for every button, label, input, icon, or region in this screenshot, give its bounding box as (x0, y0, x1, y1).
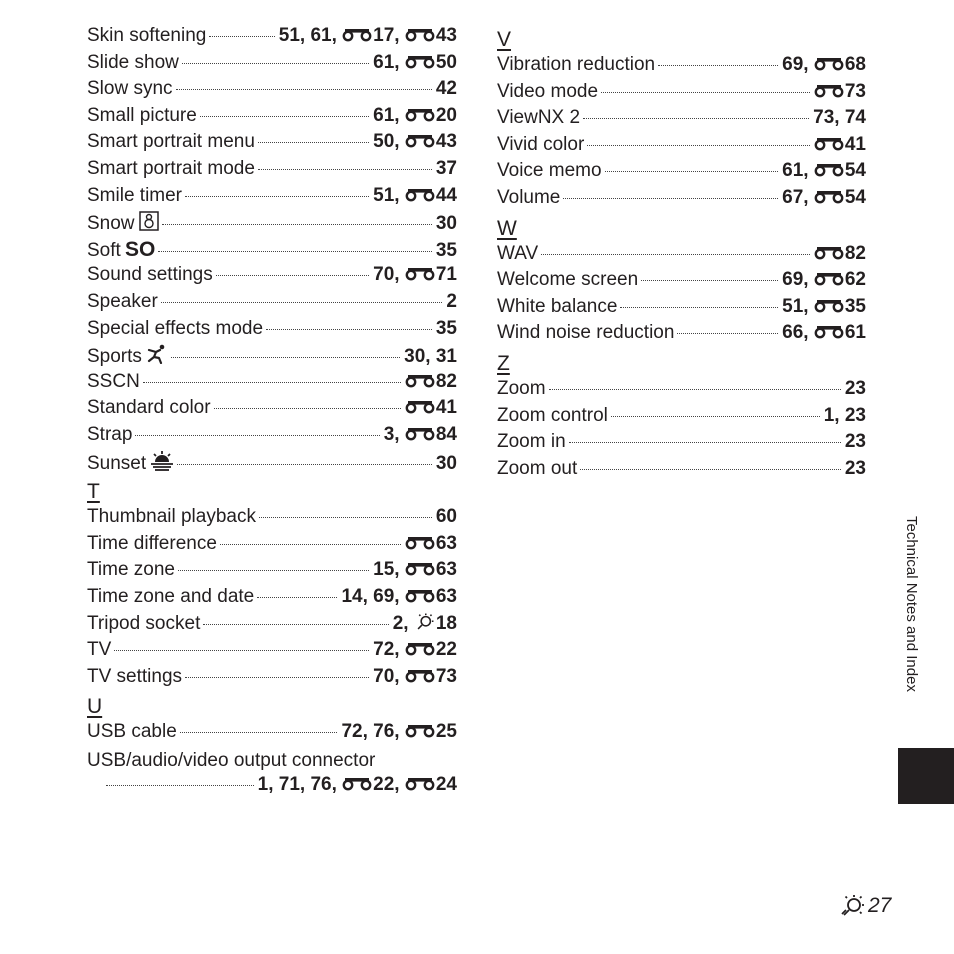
index-entry (87, 639, 457, 666)
page-refs: 60 (435, 506, 457, 528)
index-term: Sunset (87, 451, 174, 475)
leader-dots (569, 442, 841, 443)
index-entry (497, 243, 866, 270)
page-refs: 70, 73 (373, 665, 457, 687)
index-entry (87, 586, 457, 613)
leader-dots (620, 307, 778, 308)
index-term: Sound settings (87, 264, 213, 286)
page-refs: 67, 54 (782, 186, 866, 208)
page-refs: 82 (814, 243, 866, 265)
sports-scene-icon (146, 344, 168, 364)
page-refs: 2, 18 (392, 613, 457, 635)
page-refs: 41 (814, 134, 866, 156)
reference-section-icon (405, 536, 435, 550)
index-entry (87, 451, 457, 478)
index-entry (497, 322, 866, 349)
index-term: Zoom control (497, 404, 608, 426)
index-entry (87, 721, 457, 748)
leader-dots (200, 116, 369, 117)
index-entry (497, 81, 866, 108)
reference-section-icon (342, 28, 372, 42)
page-refs: 66, 61 (782, 322, 866, 344)
technical-notes-icon (414, 612, 436, 632)
section-heading-w: W (497, 216, 517, 240)
index-term: Special effects mode (87, 317, 264, 339)
section-u (87, 721, 457, 748)
page-refs: 1, 23 (823, 404, 866, 426)
reference-section-icon (405, 55, 435, 69)
index-entry (87, 238, 457, 265)
reference-section-icon (342, 777, 372, 791)
leader-dots (611, 416, 820, 417)
reference-section-icon (814, 325, 844, 339)
page-refs: 42 (435, 78, 457, 100)
index-term: Zoom (497, 377, 546, 399)
index-term: Welcome screen (497, 269, 639, 291)
leader-dots (220, 544, 401, 545)
index-entry (87, 131, 457, 158)
leader-dots (203, 624, 388, 625)
side-tab-marker (898, 748, 954, 804)
index-term: Wind noise reduction (497, 322, 675, 344)
index-entry (87, 211, 457, 238)
index-term: Smart portrait mode (87, 157, 255, 179)
index-entry (87, 158, 457, 185)
index-term: WAV (497, 242, 539, 264)
page-refs: 30 (435, 452, 457, 474)
leader-dots (563, 198, 778, 199)
leader-dots (605, 171, 779, 172)
reference-section-icon (405, 108, 435, 122)
index-term: Smart portrait menu (87, 131, 255, 153)
page-refs: 30 (435, 213, 457, 235)
leader-dots (114, 650, 369, 651)
index-term: Video mode (497, 80, 599, 102)
leader-dots (658, 65, 778, 66)
reference-section-icon (405, 777, 435, 791)
leader-dots (161, 302, 443, 303)
leader-dots (209, 36, 274, 37)
index-entry (87, 264, 457, 291)
index-entry (87, 185, 457, 212)
index-term: Tripod socket (87, 613, 201, 635)
leader-dots (216, 275, 369, 276)
index-term: Zoom out (497, 457, 578, 479)
index-term: Volume (497, 186, 561, 208)
page-refs: 35 (435, 239, 457, 261)
leader-dots (178, 570, 369, 571)
reference-section-icon (405, 669, 435, 683)
leader-dots (257, 597, 337, 598)
page-refs: 15, 63 (373, 559, 457, 581)
index-term: ViewNX 2 (497, 107, 581, 129)
leader-dots (258, 142, 369, 143)
reference-section-icon (405, 28, 435, 42)
index-entry (87, 559, 457, 586)
reference-section-icon (814, 57, 844, 71)
index-term: Thumbnail playback (87, 506, 256, 528)
index-entry (87, 612, 457, 639)
leader-dots (541, 254, 810, 255)
leader-dots (158, 251, 432, 252)
leader-dots (258, 169, 432, 170)
index-entry (497, 54, 866, 81)
page-refs: 41 (405, 397, 457, 419)
leader-dots (549, 389, 841, 390)
leader-dots (182, 63, 369, 64)
page-refs: 37 (435, 157, 457, 179)
leader-dots (106, 785, 254, 786)
page-refs: 61, 50 (373, 51, 457, 73)
leader-dots (177, 464, 432, 465)
page-refs: 73 (814, 81, 866, 103)
index-entry (497, 187, 866, 214)
leader-dots (580, 469, 841, 470)
page-refs: 30, 31 (404, 346, 457, 368)
reference-section-icon (405, 724, 435, 738)
leader-dots (135, 435, 379, 436)
reference-section-icon (814, 246, 844, 260)
index-term: Snow (87, 211, 159, 235)
page-refs: 72, 76, 25 (341, 721, 457, 743)
reference-section-icon (814, 163, 844, 177)
index-entry (87, 291, 457, 318)
leader-dots (266, 329, 432, 330)
page-refs: 69, 62 (782, 269, 866, 291)
page-refs: 69, 68 (782, 54, 866, 75)
page-refs: 51, 44 (373, 184, 457, 206)
reference-section-icon (405, 188, 435, 202)
sunset-scene-icon (150, 451, 174, 471)
reference-section-icon (814, 190, 844, 204)
page-refs: 35 (435, 317, 457, 339)
index-term: USB cable (87, 721, 177, 743)
leader-dots (641, 280, 778, 281)
leader-dots (143, 382, 401, 383)
index-entry (497, 107, 866, 134)
index-term: Time zone and date (87, 585, 255, 607)
leader-dots (601, 92, 810, 93)
page-refs: 50, 43 (373, 131, 457, 153)
index-term: Standard color (87, 397, 211, 419)
leader-dots (162, 224, 432, 225)
reference-section-icon (814, 84, 844, 98)
page-refs: 2 (446, 290, 457, 312)
leader-dots (176, 89, 432, 90)
index-column-left (87, 25, 457, 801)
index-term: Voice memo (497, 160, 602, 182)
section-heading-v: V (497, 28, 512, 51)
index-entry (497, 269, 866, 296)
section-heading-u: U (87, 695, 103, 719)
index-term: SSCN (87, 370, 140, 392)
index-entry (87, 105, 457, 132)
index-term: Small picture (87, 104, 197, 126)
page-refs: 51, 35 (782, 295, 866, 317)
section-heading-t: T (87, 480, 100, 504)
index-entry (87, 397, 457, 424)
side-section-label: Technical Notes and Index (903, 516, 920, 692)
index-entry (87, 344, 457, 371)
reference-section-icon (405, 374, 435, 388)
page-refs: 72, 22 (373, 639, 457, 661)
index-entry (87, 25, 457, 52)
index-term: White balance (497, 295, 618, 317)
svg-text:SO: SO (124, 237, 155, 258)
index-entry (497, 134, 866, 161)
page-refs: 63 (405, 533, 457, 555)
page-number-value: 27 (868, 894, 892, 917)
page-refs: 23 (844, 377, 866, 399)
index-entry (497, 160, 866, 187)
leader-dots (214, 408, 401, 409)
page-refs: 14, 69, 63 (341, 585, 457, 607)
index-term: Slide show (87, 51, 179, 73)
section-z (497, 378, 866, 484)
page-number (840, 893, 891, 919)
reference-section-icon (405, 589, 435, 603)
section-w (497, 243, 866, 349)
leader-dots (677, 333, 778, 334)
index-term: Slow sync (87, 78, 173, 100)
page-refs: 51, 61, 17, 43 (278, 25, 457, 46)
section-heading-z: Z (497, 351, 510, 375)
page-refs: 70, 71 (373, 264, 457, 286)
leader-dots (171, 357, 400, 358)
section-s (87, 25, 457, 477)
index-term: Zoom in (497, 431, 566, 453)
leader-dots (185, 677, 369, 678)
index-column-right (497, 25, 866, 484)
reference-section-icon (814, 137, 844, 151)
index-entry (87, 318, 457, 345)
index-term: TV (87, 639, 112, 661)
page-refs: 61, 54 (782, 160, 866, 182)
page-refs: 23 (844, 457, 866, 479)
page-refs: 1, 71, 76, 22, 24 (257, 774, 457, 796)
index-entry (497, 431, 866, 458)
reference-section-icon (405, 562, 435, 576)
reference-section-icon (814, 272, 844, 286)
index-entry (87, 78, 457, 105)
snow-scene-icon (139, 211, 159, 231)
leader-dots (587, 145, 810, 146)
index-term: Soft SO (87, 237, 155, 261)
index-term: Smile timer (87, 184, 183, 206)
leader-dots (185, 196, 369, 197)
index-entry (497, 405, 866, 432)
page-refs: 73, 74 (813, 107, 866, 129)
index-entry (87, 533, 457, 560)
reference-section-icon (405, 427, 435, 441)
index-term: Sports (87, 344, 168, 368)
index-entry (87, 371, 457, 398)
technical-notes-icon (840, 893, 866, 919)
reference-section-icon (405, 267, 435, 281)
leader-dots (259, 517, 432, 518)
index-entry (497, 458, 866, 485)
index-term: Time zone (87, 559, 175, 581)
leader-dots (583, 118, 809, 119)
reference-section-icon (814, 299, 844, 313)
page-refs: 3, 84 (383, 423, 457, 445)
index-entry (87, 506, 457, 533)
index-term: Skin softening (87, 25, 207, 46)
index-term: Strap (87, 423, 133, 445)
section-t (87, 506, 457, 692)
index-entry (87, 52, 457, 79)
page-refs: 61, 20 (373, 104, 457, 126)
index-entry (87, 666, 457, 693)
index-entry (497, 296, 866, 323)
index-term: USB/audio/video output connector (87, 749, 376, 771)
index-term: Speaker (87, 290, 158, 312)
page-refs: 23 (844, 431, 866, 453)
page-refs: 82 (405, 371, 457, 393)
reference-section-icon (405, 134, 435, 148)
section-v (497, 54, 866, 214)
index-term: Vibration reduction (497, 54, 656, 75)
reference-section-icon (405, 400, 435, 414)
reference-section-icon (405, 642, 435, 656)
index-term: Vivid color (497, 133, 585, 155)
index-entry (497, 378, 866, 405)
index-term: TV settings (87, 665, 183, 687)
index-term: Time difference (87, 532, 217, 554)
index-entry-multiline (87, 748, 457, 801)
leader-dots (180, 732, 338, 733)
index-entry (87, 424, 457, 451)
soft-effect-icon (125, 238, 155, 258)
